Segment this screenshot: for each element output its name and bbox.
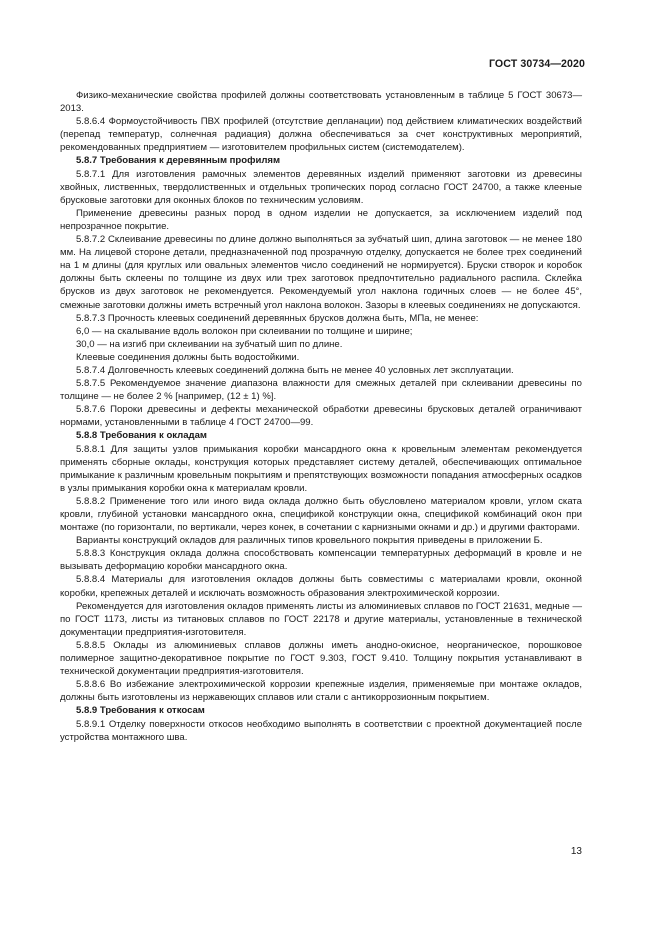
body-paragraph: 5.8.7.2 Склеивание древесины по длине должно выполняться за зубчатый шип, длина заготовок — не менее 180 мм. На лицевой стороне детали, предназначенной под прозрачную отделку, допускается не более трех соединений на 1 м длины (для круглых или овальных элементов число соединений не нормируется). Бруски створок и коробок должны быть склеены по толщине из двух или трех заготовок предпочтительно радиального распила. Склейка брусков из двух заготовок не рекомендуется. Рекомендуемый угол наклона годичных слоев — не более 45°, смежные заготовки должны иметь встречный угол наклона волокон. Зазоры в клеевых соединениях не допускаются.	[60, 234, 582, 311]
body-paragraph: 5.8.8.3 Конструкция оклада должна способствовать компенсации температурных деформаций в кровле и не вызывать деформацию коробки мансардного окна.	[60, 548, 582, 573]
body-paragraph: 5.8.7.1 Для изготовления рамочных элементов деревянных изделий применяют заготовки из древесины хвойных, лиственных, твердолиственных и отдельных тропических пород согласно ГОСТ 24700, а также клееные брусковые заготовки для оконных блоков по техническим условиям.	[60, 168, 582, 206]
body-paragraph: Физико-механические свойства профилей должны соответствовать установленным в таблице 5 ГОСТ 30673—2013.	[60, 90, 582, 115]
body-paragraph: Клеевые соединения должны быть водостойкими.	[76, 351, 300, 363]
section-heading: 5.8.8 Требования к окладам	[76, 430, 207, 442]
body-paragraph: 5.8.8.1 Для защиты узлов примыкания коробки мансардного окна к кровельным элементам рекомендуется применять сборные оклады, конструкция которых представляет систему деталей, обеспечивающих оптимальное примыкание к различным кровельным покрытиям и препятствующих возможности попадания атмосферных осадков в узлы примыкания коробки окна к материалам кровли.	[60, 443, 582, 494]
section-heading: 5.8.9 Требования к откосам	[76, 705, 205, 717]
body-paragraph: Варианты конструкций окладов для различных типов кровельного покрытия приведены в приложении Б.	[76, 535, 543, 547]
body-paragraph: 5.8.8.6 Во избежание электрохимической коррозии крепежные изделия, применяемые при монтаже окладов, должны быть изготовлены из нержавеющих сплавов или стали с антикоррозионным покрытием.	[60, 679, 582, 704]
body-paragraph: Рекомендуется для изготовления окладов применять листы из алюминиевых сплавов по ГОСТ 21631, медные — по ГОСТ 1173, листы из титановых сплавов по ГОСТ 22178 и другие материалы, установленные в технической документации предприятия-изготовителя.	[60, 600, 582, 638]
document-body	[60, 89, 582, 744]
section-heading: 5.8.7 Требования к деревянным профилям	[76, 155, 281, 167]
document-code-header: ГОСТ 30734—2020	[488, 58, 585, 70]
body-paragraph: 5.8.8.2 Применение того или иного вида оклада должно быть обусловлено материалом кровли, углом ската кровли, глубиной установки мансардного окна, спецификой конструкции окна, спецификой комбинаций окон при монтаже (по горизонтали, по вертикали, через конек, в сочетании с карнизными окнами и др.) и другими факторами.	[60, 495, 582, 534]
body-paragraph: 5.8.7.5 Рекомендуемое значение диапазона влажности для смежных деталей при склеивании древесины по толщине — не более 2 % [например, (12 ± 1) %].	[60, 378, 582, 403]
body-paragraph: 5.8.8.4 Материалы для изготовления окладов должны быть совместимы с материалами кровли, оконной коробки, крепежных деталей и исключать возможность образования электрохимической коррозии.	[60, 574, 582, 599]
body-paragraph: 5.8.7.6 Пороки древесины и дефекты механической обработки древесины брусковых деталей ограничивают нормами, установленными в таблице 4 ГОСТ 24700—99.	[60, 404, 582, 429]
body-paragraph: 5.8.6.4 Формоустойчивость ПВХ профилей (отсутствие депланации) под действием климатических воздействий (перепад температур, солнечная радиация) должна обеспечиваться за счет конструктивных мероприятий, рекомендованных предприятием — изготовителем профильных систем (системодателем).	[60, 116, 582, 154]
body-paragraph: 6,0 — на скалывание вдоль волокон при склеивании по толщине и ширине;	[76, 325, 413, 337]
body-paragraph: 5.8.7.3 Прочность клеевых соединений деревянных брусков должна быть, МПа, не менее:	[76, 312, 479, 324]
page-number: 13	[570, 846, 582, 857]
body-paragraph: 5.8.7.4 Долговечность клеевых соединений должна быть не менее 40 условных лет эксплуатации.	[76, 364, 514, 376]
body-paragraph: 5.8.8.5 Оклады из алюминиевых сплавов должны иметь анодно-окисное, неорганическое, порошковое полимерное защитно-декоративное покрытие по ГОСТ 9.303, ГОСТ 9.410. Толщину покрытия устанавливают в технической документации предприятия-изготовителя.	[60, 639, 582, 678]
body-paragraph: 5.8.9.1 Отделку поверхности откосов необходимо выполнять в соответствии с проектной документацией после устройства монтажного шва.	[60, 718, 582, 743]
body-paragraph: 30,0 — на изгиб при склеивании на зубчатый шип по длине.	[76, 338, 343, 350]
body-paragraph: Применение древесины разных пород в одном изделии не допускается, за исключением изделий под непрозрачное покрытие.	[60, 207, 582, 232]
